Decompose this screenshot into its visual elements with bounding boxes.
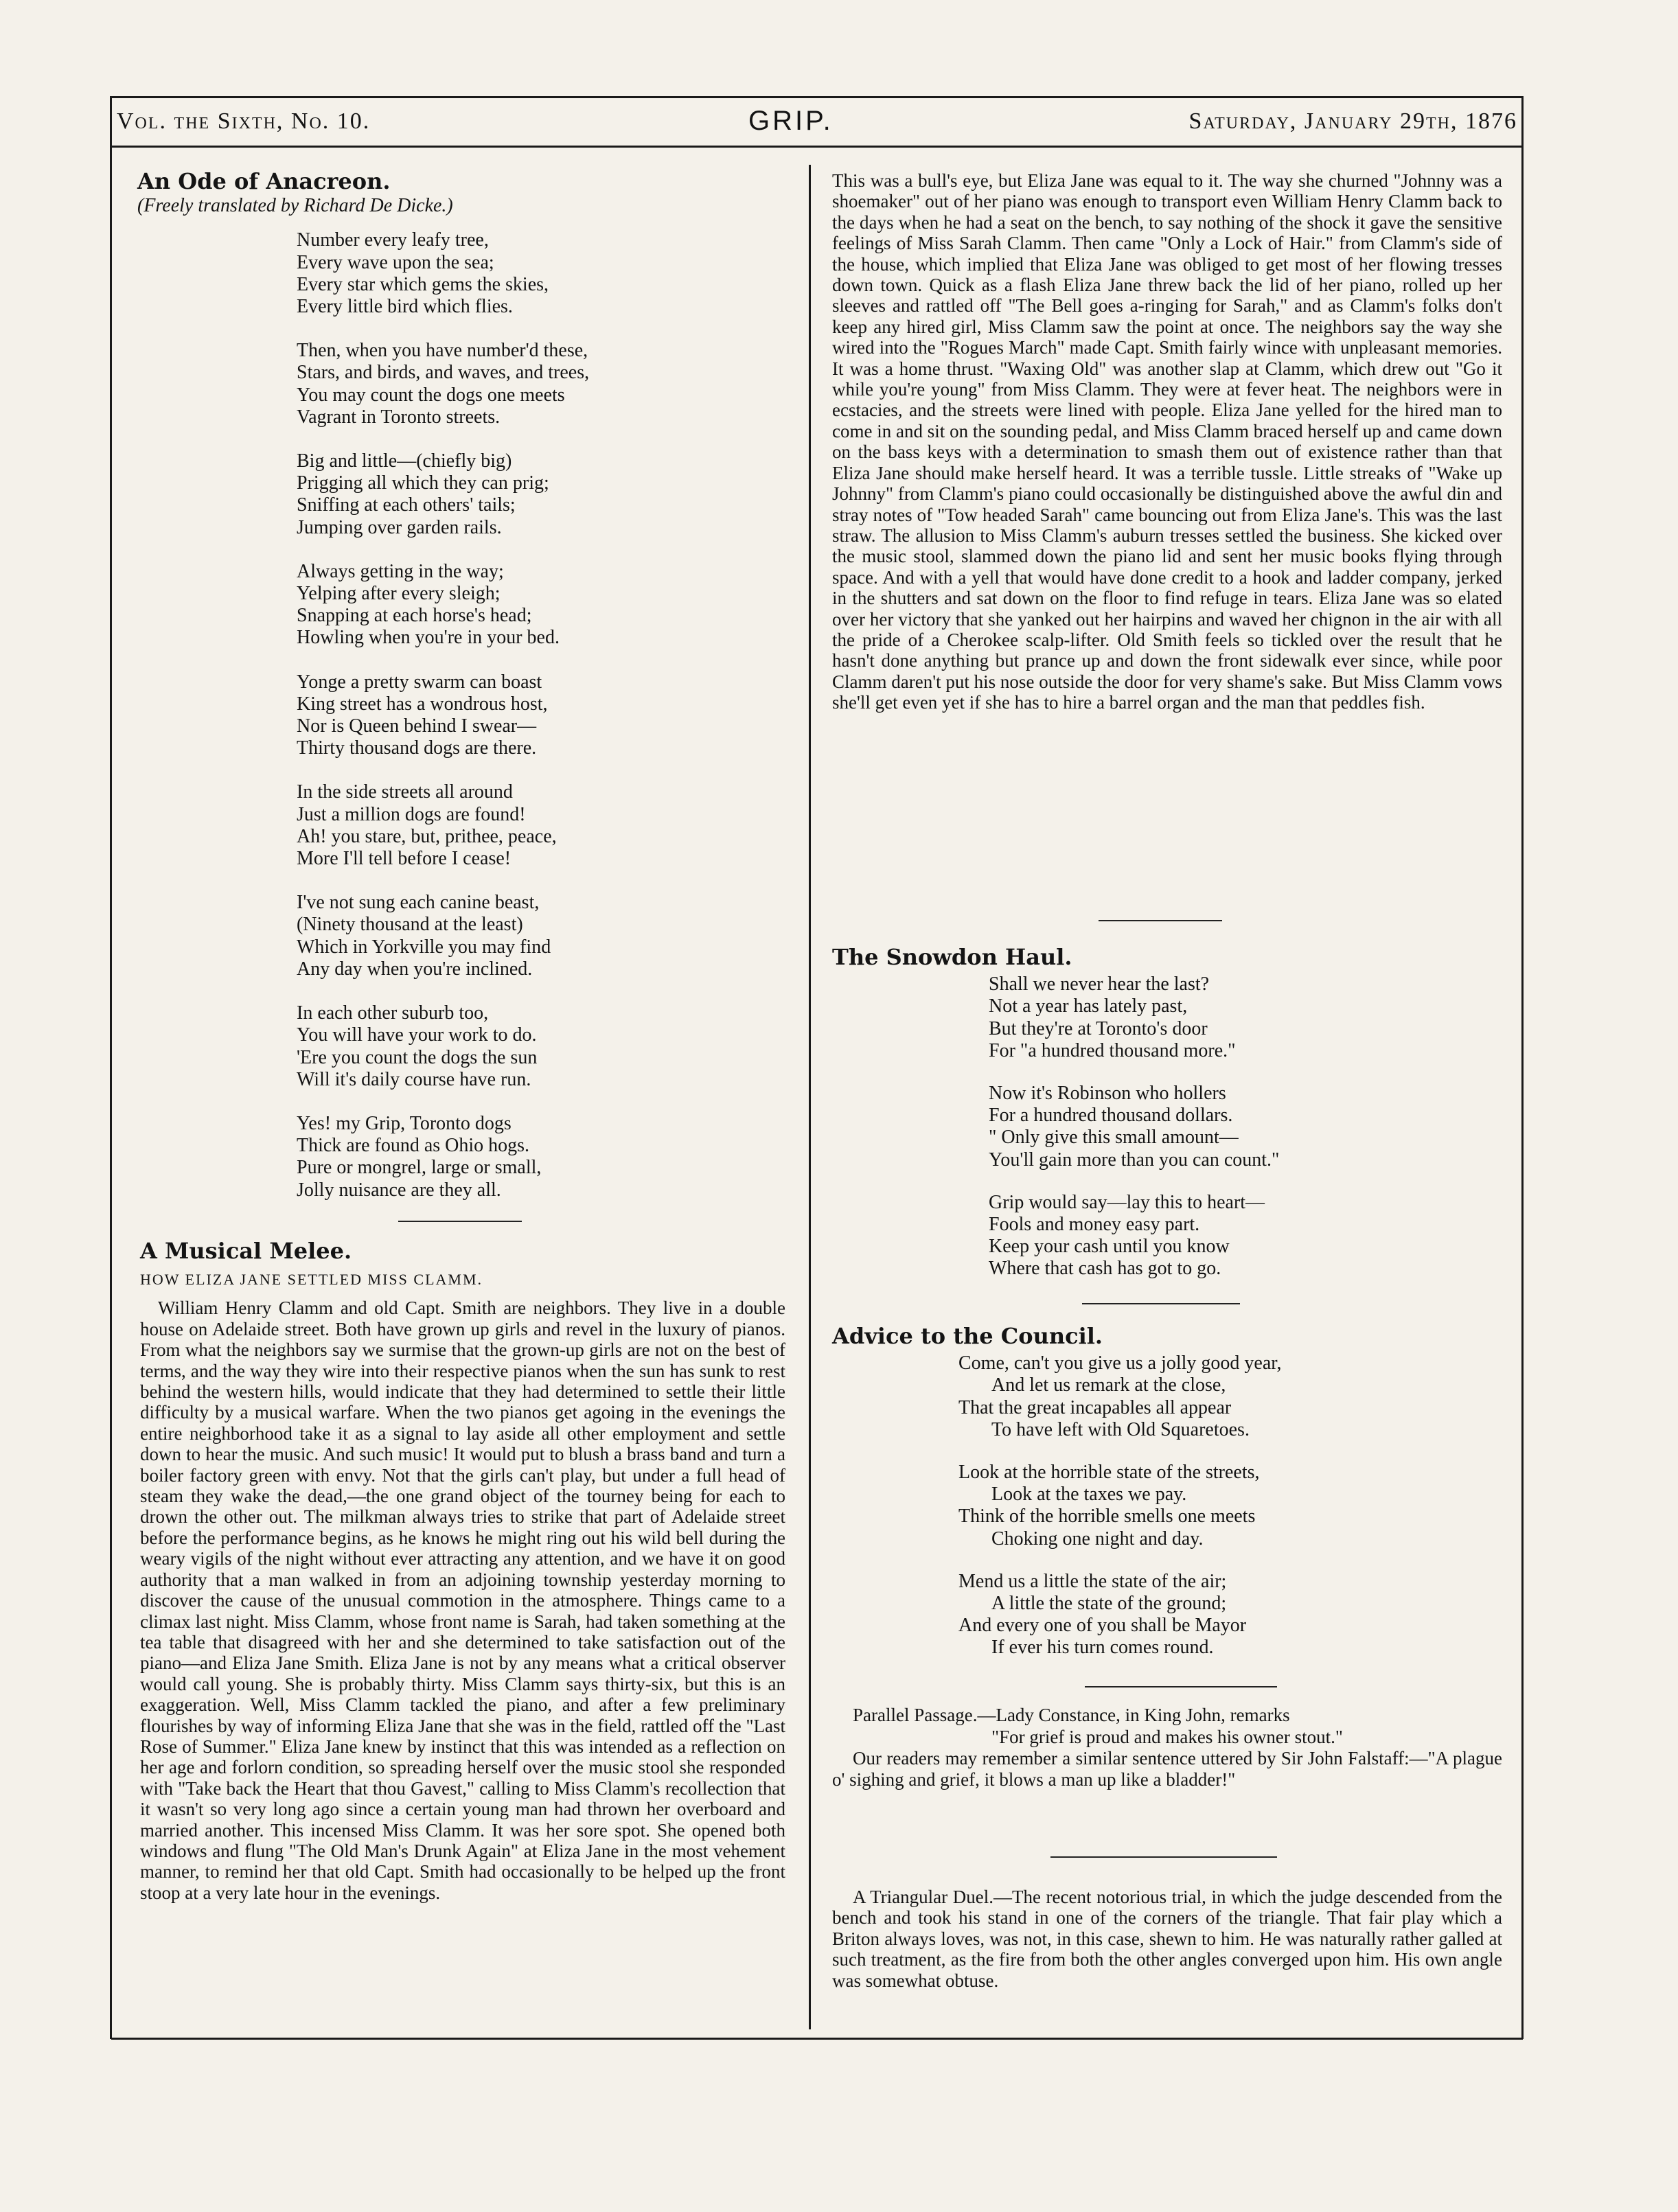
column-divider — [809, 165, 811, 2029]
poem-line: Pure or mongrel, large or small, — [297, 1157, 542, 1179]
stanza — [297, 450, 790, 539]
left-border — [110, 96, 112, 2039]
stanza — [297, 1002, 790, 1091]
poem-line: A little the state of the ground; — [991, 1593, 1227, 1615]
duel-article — [832, 1887, 1502, 1991]
poem-line: 'Ere you count the dogs the sun — [297, 1046, 538, 1068]
poem-line: Look at the horrible state of the streets, — [958, 1462, 1260, 1484]
right-border — [1521, 96, 1524, 2039]
poem-line: Any day when you're inclined. — [297, 958, 533, 980]
poem-line: In the side streets all around — [297, 781, 513, 803]
poem-line: Always getting in the way; — [297, 560, 504, 582]
poem-line: Yelping after every sleigh; — [297, 583, 501, 605]
poem-line: You may count the dogs one meets — [297, 384, 565, 406]
parallel-body: Our readers may remember a similar sentence uttered by Sir John Falstaff:—"A plague o' sighing and grief, it blows a man up like a bladder!" — [832, 1748, 1502, 1790]
poem-line: Jolly nuisance are they all. — [297, 1179, 501, 1201]
poem-line: Think of the horrible smells one meets — [958, 1506, 1256, 1528]
stanza — [297, 340, 790, 428]
council-article — [832, 1325, 1502, 1659]
poem-line: " Only give this small amount— — [989, 1127, 1239, 1149]
poem-line: Choking one night and day. — [991, 1528, 1204, 1549]
poem-line: And let us remark at the close, — [991, 1374, 1226, 1396]
stanza — [989, 973, 1502, 1062]
melee-title: A Musical Melee. — [140, 1238, 352, 1264]
poem-line: Howling when you're in your bed. — [297, 627, 560, 649]
poem-line: Yonge a pretty swarm can boast — [297, 671, 542, 693]
poem-line: Jumping over garden rails. — [297, 516, 502, 538]
poem-line: Shall we never hear the last? — [989, 973, 1210, 995]
separator-parallel — [1050, 1856, 1277, 1858]
stanza — [297, 892, 790, 980]
snowdon-article — [832, 946, 1502, 1280]
poem-line: For "a hundred thousand more." — [989, 1039, 1236, 1061]
poem-line: And every one of you shall be Mayor — [958, 1615, 1247, 1637]
stanza — [297, 1113, 790, 1201]
poem-line: Nor is Queen behind I swear— — [297, 715, 537, 737]
snowdon-title: The Snowdon Haul. — [832, 944, 1072, 970]
issue-date: Saturday, January 29th, 1876 — [1188, 108, 1517, 134]
stanza — [989, 1083, 1502, 1171]
poem-line: Prigging all which they can prig; — [297, 472, 549, 494]
masthead — [117, 103, 1517, 144]
stanza — [989, 1192, 1502, 1280]
paper-title: GRIP. — [748, 106, 834, 136]
parallel-passage — [832, 1704, 1502, 1790]
stanza — [297, 229, 790, 318]
poem-line: Grip would say—lay this to heart— — [989, 1191, 1265, 1213]
poem-line: Thirty thousand dogs are there. — [297, 737, 537, 759]
parallel-lead: Parallel Passage.—Lady Constance, in King John, remarks — [853, 1705, 1290, 1725]
ode-title: An Ode of Anacreon. — [137, 168, 391, 194]
stanza — [958, 1352, 1502, 1441]
poem-line: I've not sung each canine beast, — [297, 892, 540, 914]
poem-line: Just a million dogs are found! — [297, 803, 526, 825]
poem-line: If ever his turn comes round. — [991, 1637, 1214, 1659]
poem-line: Big and little—(chiefly big) — [297, 450, 512, 472]
poem-line: Fools and money easy part. — [989, 1214, 1200, 1236]
poem-line: In each other suburb too, — [297, 1002, 489, 1024]
poem-line: But they're at Toronto's door — [989, 1017, 1208, 1039]
ode-poem — [297, 229, 790, 1201]
poem-line: Now it's Robinson who hollers — [989, 1083, 1226, 1105]
separator-snowdon — [1082, 1303, 1240, 1304]
bottom-rule — [111, 2038, 1523, 2040]
council-poem — [958, 1352, 1502, 1659]
poem-line: (Ninety thousand at the least) — [297, 914, 523, 936]
poem-line: Snapping at each horse's head; — [297, 605, 532, 627]
poem-line: Mend us a little the state of the air; — [958, 1570, 1227, 1592]
stanza — [958, 1462, 1502, 1550]
volume-number: Vol. the Sixth, No. 10. — [117, 108, 371, 134]
poem-line: Will it's daily course have run. — [297, 1068, 531, 1090]
poem-line: Number every leafy tree, — [297, 229, 489, 251]
melee-subtitle: HOW ELIZA JANE SETTLED MISS CLAMM. — [140, 1271, 483, 1289]
poem-line: For a hundred thousand dollars. — [989, 1105, 1233, 1127]
council-title: Advice to the Council. — [832, 1323, 1103, 1349]
poem-line: Every wave upon the sea; — [297, 251, 494, 273]
duel-body: A Triangular Duel.—The recent notorious trial, in which the judge descended from the bench and took his stand in one of the corners of the triangle. That fair play which a Briton always loves, was not, in this case, shewn to him. He was naturally rather galled at such treatment, as the fire from both the other angles converged upon him. His own angle was somewhat obtuse. — [832, 1887, 1502, 1991]
poem-line: Every star which gems the skies, — [297, 273, 549, 295]
poem-line: You will have your work to do. — [297, 1024, 537, 1046]
poem-line: Keep your cash until you know — [989, 1236, 1230, 1258]
poem-line: Come, can't you give us a jolly good year, — [958, 1352, 1282, 1374]
poem-line: More I'll tell before I cease! — [297, 848, 512, 870]
parallel-quote: "For grief is proud and makes his owner stout." — [991, 1727, 1343, 1748]
separator-ode — [398, 1221, 522, 1222]
stanza — [297, 781, 790, 870]
poem-line: Vagrant in Toronto streets. — [297, 406, 501, 428]
poem-line: Sniffing at each others' tails; — [297, 494, 516, 516]
poem-line: Yes! my Grip, Toronto dogs — [297, 1112, 512, 1134]
stanza — [297, 671, 790, 760]
ode-subtitle: (Freely translated by Richard De Dicke.) — [137, 195, 453, 217]
melee-continued — [832, 170, 1502, 713]
poem-line: Thick are found as Ohio hogs. — [297, 1135, 530, 1157]
stanza — [958, 1571, 1502, 1659]
melee-paragraph-1: William Henry Clamm and old Capt. Smith are neighbors. They live in a double house on Adelaide street. Both have grown up girls and revel in the luxury of pianos. From what the neighbors say we surmise that the grown-up girls are not on the best of terms, and the way they wire into their respective pianos when the sun has sunk to rest behind the western hills, would indicate that they had determined to settle their little difficulty by a musical warfare. When the two pianos get agoing in the evenings the entire neighborhood take it as a signal to lay aside all other employment and settle down to hear the music. And such music! It would put to blush a brass band and turn a boiler factory green with envy. Not that the girls can't play, but under a full head of steam they wake the dead,—the one grand object of the tourney being for each to drown the other out. The milkman always tries to strike that part of Adelaide street before the performance begins, as he knows he might ring out his wild bell during the weary vigils of the night without ever attracting any attention, and we have it on good authority that a man walked in from an adjoining township yesterday morning to discover the cause of the unusual commotion in the atmosphere. Things came to a climax last night. Miss Clamm, whose front name is Sarah, had taken something at the tea table that disagreed with her and she determined to take satisfaction out of the piano—and Eliza Jane Smith. Eliza Jane is not by any means what a critical observer would call young. She is probably thirty. Miss Clamm says thirty-six, but this is an exaggeration. Well, Miss Clamm tackled the piano, and after a few preliminary flourishes by way of informing Eliza Jane that she was in the field, rattled off the "Last Rose of Summer." Eliza Jane knew by instinct that this was intended as a reflection on her age and forlorn condition, so spreading herself over the music stool she responded with "Take back the Heart that thou Gavest," calling to Miss Clamm's recollection that it wasn't so very long ago since a certain young man had thrown her overboard and married another. This incensed Miss Clamm. It was her sore spot. She opened both windows and flung "The Old Man's Drunk Again" at Eliza Jane in the most vehement manner, to remind her that old Capt. Smith had occasionally to be helped up the front stoop at a very late hour in the evenings. — [140, 1298, 785, 1903]
poem-line: Stars, and birds, and waves, and trees, — [297, 362, 590, 384]
poem-line: That the great incapables all appear — [958, 1396, 1232, 1418]
poem-line: Not a year has lately past, — [989, 995, 1188, 1017]
melee-paragraph-2: This was a bull's eye, but Eliza Jane was equal to it. The way she churned "Johnny was a shoemaker" out of her piano was enough to transport even William Henry Clamm back to the days when he had a seat on the bench, to say nothing of the shock it gave the sensitive feelings of Miss Sarah Clamm. Then came "Only a Lock of Hair." from Clamm's side of the house, which implied that Eliza Jane was obliged to get most of her flowing tresses down town. Quick as a flash Eliza Jane threw back the lid of her piano, rolled up her sleeves and rattled off "The Bell goes a-ringing for Sarah," and as Clamm's folks don't keep any hired girl, Miss Clamm saw the point at once. The neighbors say the way she wired into the "Rogues March" made Capt. Smith fairly wince with unpleasant memories. It was a home thrust. "Waxing Old" was another slap at Clamm, which drew out "Go it while you're young" from Miss Clamm. They were at fever heat. The neighbors were in ecstacies, and the streets were lined with people. Eliza Jane yelled for the hired man to come in and sit on the sounding pedal, and Miss Clamm braced herself up and came down on the bass keys with a determination to smash them out of existence rather than that Eliza Jane should make herself heard. It was a terrible tussle. Little streaks of "Wake up Johnny" from Clamm's piano could occasionally be distinguished above the awful din and stray notes of "Tow headed Sarah" came bouncing out from Eliza Jane's. This was the last straw. The allusion to Miss Clamm's auburn tresses settled the business. She kicked over the music stool, slammed down the piano lid and sent her music books flying through space. And with a yell that would have done credit to a hook and ladder company, jerked in the shutters and sat down on the floor to find refuge in tears. Eliza Jane was so elated over her victory that she yanked out her hairpins and waved her chignon in the air with all the pride of a Cherokee scalp-lifter. Old Smith feels so tickled over the result that he hasn't done anything but prance up and down the front sidewalk ever since, while poor Clamm daren't put his nose outside the door for very shame's sake. But Miss Clamm vows she'll get even yet if she has to hire a barrel organ and the man that peddles fish. — [832, 170, 1502, 713]
poem-line: Then, when you have number'd these, — [297, 340, 588, 362]
poem-line: Look at the taxes we pay. — [991, 1484, 1187, 1506]
stanza — [297, 561, 790, 649]
melee-article — [140, 1240, 785, 1903]
poem-line: Every little bird which flies. — [297, 296, 513, 318]
separator-council — [1085, 1686, 1277, 1687]
header-rule — [111, 146, 1523, 148]
poem-line: King street has a wondrous host, — [297, 693, 548, 715]
poem-line: To have left with Old Squaretoes. — [991, 1418, 1250, 1440]
top-rule — [111, 96, 1523, 98]
separator-melee — [1099, 920, 1222, 921]
poem-line: Where that cash has got to go. — [989, 1258, 1221, 1280]
poem-line: Ah! you stare, but, prithee, peace, — [297, 825, 557, 847]
poem-line: Which in Yorkville you may find — [297, 936, 551, 958]
poem-line: You'll gain more than you can count." — [989, 1149, 1280, 1171]
ode-article — [137, 170, 790, 1201]
snowdon-poem — [989, 973, 1502, 1280]
